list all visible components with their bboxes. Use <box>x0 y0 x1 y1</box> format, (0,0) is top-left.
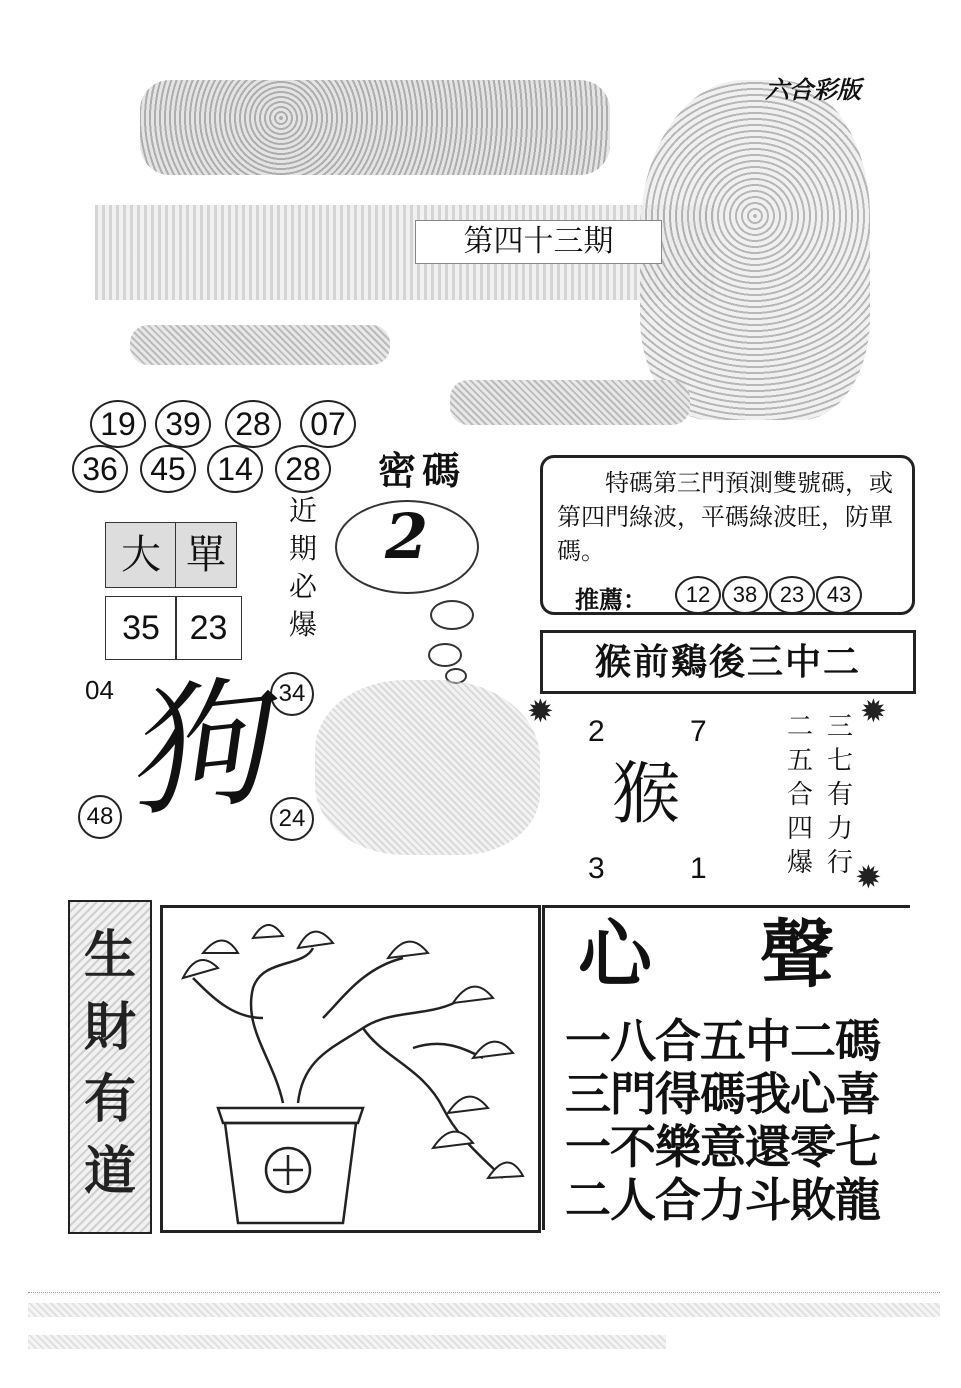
poem-title-first: 心 <box>578 912 652 998</box>
number-circle: 36 <box>72 445 128 493</box>
footer-line <box>28 1335 666 1349</box>
number-circle: 39 <box>155 400 211 448</box>
poem-line: 二人合力斗敗龍 <box>565 1173 880 1227</box>
monkey-number: 7 <box>690 715 707 748</box>
monkey-number: 1 <box>690 852 707 885</box>
single-value: 23 <box>175 596 242 660</box>
bonsai-frame <box>160 905 541 1233</box>
flower-icon: ✹ <box>860 692 887 730</box>
recent-burst-char: 爆 <box>288 608 317 641</box>
recommend-number: 12 <box>675 576 721 614</box>
thought-bubble <box>428 643 462 667</box>
flower-icon: ✹ <box>527 692 554 730</box>
poem-line: 三門得碼我心喜 <box>565 1067 880 1121</box>
header-slogan-graphic <box>450 380 690 425</box>
thought-bubble <box>430 600 474 630</box>
number-circle: 14 <box>207 445 263 493</box>
rooster-illustration <box>640 80 870 420</box>
monkey-col-right: 有 <box>826 780 853 810</box>
big-value: 35 <box>105 596 177 660</box>
lion-illustration <box>315 680 540 855</box>
flower-icon: ✹ <box>855 858 882 896</box>
recommend-label: 推薦： <box>575 585 647 614</box>
header-logo-graphic <box>140 80 610 175</box>
monkey-col-right: 力 <box>826 814 853 844</box>
prediction-bar: 猴前鷄後三中二 <box>540 630 916 694</box>
recommend-number: 43 <box>816 576 862 614</box>
dog-number: 04 <box>85 675 114 705</box>
tip-text: 特碼第三門預測雙號碼，或第四門綠波，平碼綠波旺，防單碼。 <box>557 469 893 565</box>
dog-number: 24 <box>270 797 314 841</box>
header-subtitle-graphic <box>130 325 390 365</box>
monkey-col-left: 五 <box>786 746 813 776</box>
dog-number: 48 <box>78 795 122 839</box>
monkey-number: 2 <box>588 715 605 748</box>
recent-burst-char: 近 <box>288 494 317 527</box>
monkey-col-right: 三 <box>826 712 853 742</box>
monkey-col-left: 爆 <box>786 848 813 878</box>
edition-label: 六合彩版 <box>765 75 861 104</box>
poem-line: 一不樂意還零七 <box>565 1120 880 1174</box>
secret-code-value: 2 <box>385 500 429 573</box>
monkey-col-left: 四 <box>786 814 813 844</box>
recommend-number: 23 <box>769 576 815 614</box>
monkey-col-right: 行 <box>826 848 853 878</box>
monkey-number: 3 <box>588 852 605 885</box>
footer-line <box>28 1303 940 1317</box>
secret-code-title: 密碼 <box>378 448 467 493</box>
dog-number: 34 <box>270 672 314 716</box>
poem-title-second: 聲 <box>760 912 834 998</box>
monkey-col-left: 二 <box>786 712 813 742</box>
number-circle: 45 <box>140 445 196 493</box>
recent-burst-char: 期 <box>288 532 317 565</box>
side-title-char: 財 <box>83 997 136 1058</box>
monkey-col-right: 七 <box>826 746 853 776</box>
poem-line: 一八合五中二碼 <box>565 1014 880 1068</box>
bonsai-tree-illustration <box>163 908 538 1230</box>
recommend-number: 38 <box>722 576 768 614</box>
recent-burst-char: 必 <box>288 570 317 603</box>
big-label: 大 <box>105 522 177 588</box>
monkey-character: 猴 <box>612 755 681 834</box>
side-title-char: 有 <box>83 1069 136 1130</box>
side-title-char: 生 <box>83 925 136 986</box>
number-circle: 19 <box>90 400 146 448</box>
footer-notice <box>28 1292 940 1363</box>
issue-number: 第四十三期 <box>415 220 662 264</box>
number-circle: 07 <box>300 400 356 448</box>
monkey-col-left: 合 <box>786 780 813 810</box>
side-title <box>68 900 152 1234</box>
number-circle: 28 <box>275 445 331 493</box>
number-circle: 28 <box>225 400 281 448</box>
dog-character: 狗 <box>116 661 274 838</box>
side-title-char: 道 <box>83 1141 136 1202</box>
single-label: 單 <box>175 522 237 588</box>
